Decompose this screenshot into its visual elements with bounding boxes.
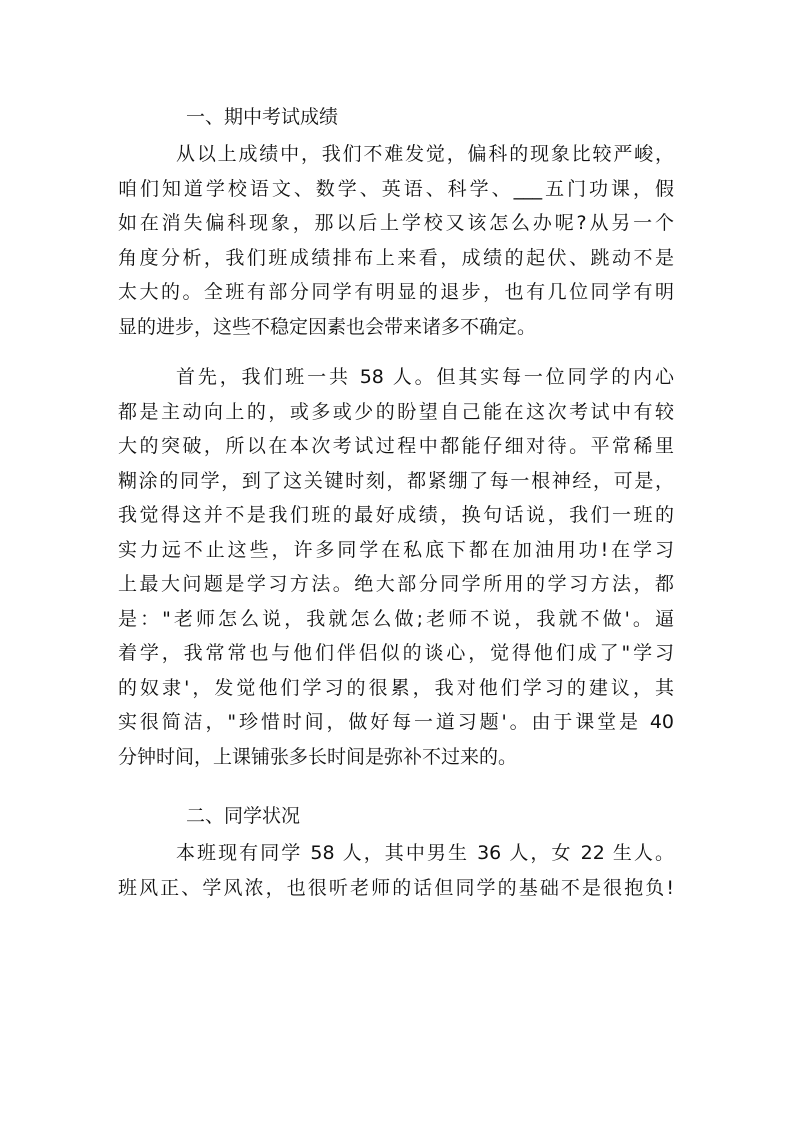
text-line: 首先，我们班一共 58 人。但其实每一位同学的内心 [176, 366, 674, 388]
paragraph-spacer [118, 344, 674, 360]
text-line: 如在消失偏科现象，那以后上学校又该怎么办呢?从另一个 [118, 212, 674, 234]
text-line: 是："老师怎么说，我就怎么做;老师不说，我就不做'。逼 [118, 607, 674, 630]
text-line: 上最大问题是学习方法。绝大部分同学所用的学习方法，都 [118, 573, 674, 595]
text-line: 从以上成绩中，我们不难发觉，偏科的现象比较严峻， [176, 143, 674, 165]
section-1-paragraph-1 [118, 137, 674, 344]
section-spacer [118, 774, 674, 796]
section-2-heading: 二、同学状况 [186, 805, 301, 827]
text-line: 角度分析，我们班成绩排布上来看，成绩的起伏、跳动不是 [118, 246, 674, 269]
text-line: 都是主动向上的，或多或少的盼望自己能在这次考试中有较 [118, 400, 674, 423]
text-line: 咱们知道学校语文、数学、英语、科学、___五门功课，假 [118, 177, 674, 200]
text-line: 班风正、学风浓，也很听老师的话但同学的基础不是很抱负! [118, 876, 674, 899]
text-line: 实力远不止这些，许多同学在私底下都在加油用功!在学习 [118, 538, 674, 561]
text-line: 糊涂的同学，到了这关键时刻，都紧绷了每一根神经，可是， [118, 469, 674, 492]
text-line: 的奴隶'，发觉他们学习的很累，我对他们学习的建议，其 [118, 676, 674, 699]
section-1-heading: 一、期中考试成绩 [186, 106, 339, 128]
document-body [118, 97, 674, 905]
text-line: 分钟时间，上课铺张多长时间是弥补不过来的。 [118, 745, 518, 768]
text-line: 太大的。全班有部分同学有明显的退步，也有几位同学有明 [118, 281, 674, 303]
section-2-paragraph-1 [118, 836, 674, 905]
text-line: 我觉得这并不是我们班的最好成绩，换句话说，我们一班的 [118, 504, 674, 526]
text-line: 实很简洁，"珍惜时间，做好每一道习题'。由于课堂是 40 [118, 711, 674, 733]
text-line: 大的突破，所以在本次考试过程中都能仔细对待。平常稀里 [118, 435, 674, 457]
text-line: 着学，我常常也与他们伴侣似的谈心，觉得他们成了"学习 [118, 642, 674, 664]
section-1-paragraph-2 [118, 360, 674, 774]
text-line: 显的进步，这些不稳定因素也会带来诸多不确定。 [118, 315, 537, 338]
text-line: 本班现有同学 58 人，其中男生 36 人，女 22 生人。 [176, 842, 674, 864]
